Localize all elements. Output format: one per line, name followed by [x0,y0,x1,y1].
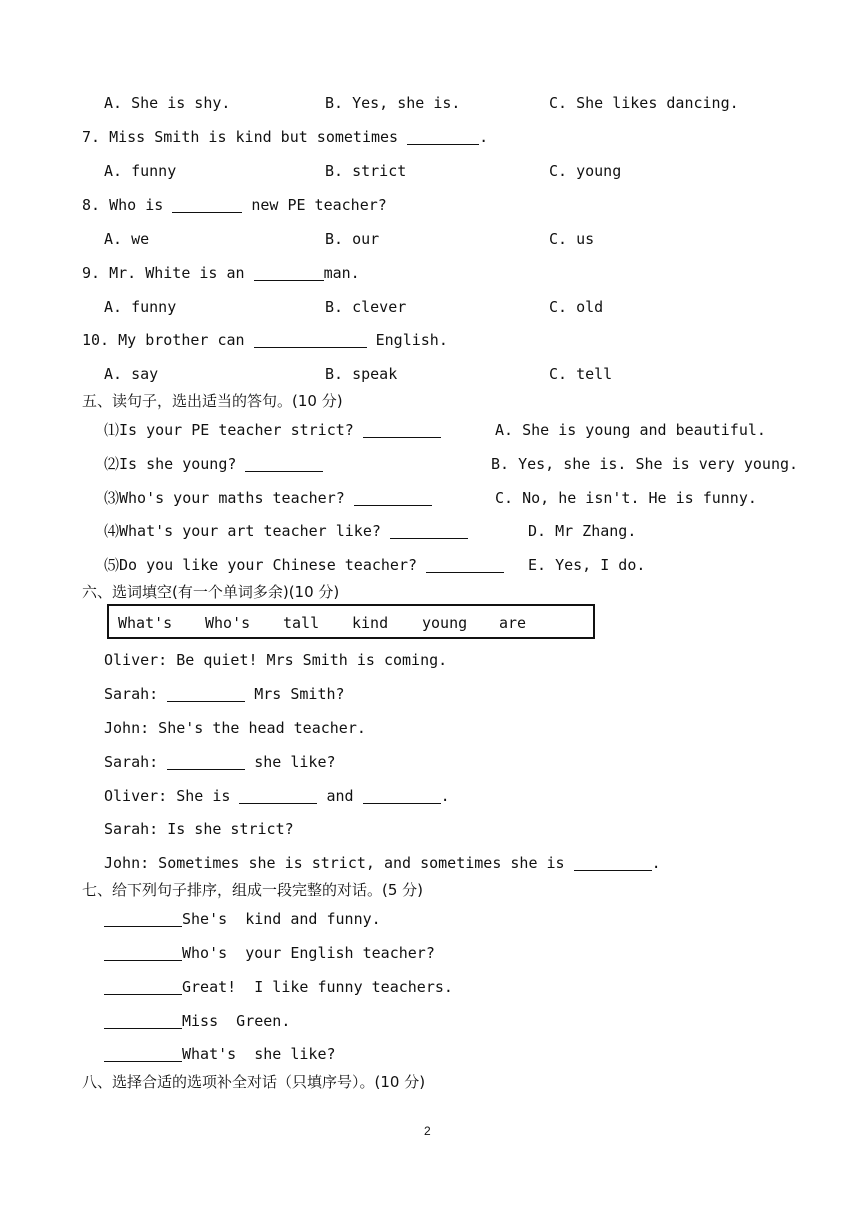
q6-option-c: C. She likes dancing. [549,94,739,112]
s7-item-5 [104,1044,336,1064]
page-number: 2 [424,1124,431,1138]
q10-option-b: B. speak [325,365,398,383]
question-7 [82,127,488,147]
s5-question-1 [104,420,441,440]
d5-text-mid: and [317,787,363,805]
question-10 [82,330,448,350]
dialogue-line-2 [104,684,345,704]
s5-q3-blank[interactable] [354,490,432,506]
q8-option-c: C. us [549,230,595,248]
s7-item-3 [104,977,453,997]
q7-option-b: B. strict [325,162,407,180]
q8-option-a: A. we [104,230,150,248]
dialogue-line-1: Oliver: Be quiet! Mrs Smith is coming. [104,651,448,669]
s5-answer-c: C. No, he isn't. He is funny. [495,489,757,507]
d5-blank-1[interactable] [239,788,317,804]
q8-text-end: new PE teacher? [242,196,387,214]
s7-blank-2[interactable] [104,945,182,961]
q10-option-c: C. tell [549,365,613,383]
q9-text: 9. Mr. White is an [82,264,254,282]
s5-q5-blank[interactable] [426,557,504,573]
q10-text: 10. My brother can [82,331,254,349]
s7-blank-3[interactable] [104,979,182,995]
q9-option-a: A. funny [104,298,177,316]
word-bank-box [107,604,595,639]
q9-option-b: B. clever [325,298,407,316]
s5-answer-e: E. Yes, I do. [528,556,646,574]
word-bank-item: Who's [205,614,251,632]
s5-question-4 [104,521,468,541]
q10-blank[interactable] [254,332,367,348]
s5-q2-text: ⑵Is she young? [104,455,237,473]
word-bank-item: young [422,614,468,632]
q10-text-end: English. [366,331,448,349]
word-bank-item: tall [283,614,320,632]
q8-option-b: B. our [325,230,380,248]
dialogue-line-3: John: She's the head teacher. [104,719,366,737]
d7-blank[interactable] [574,855,652,871]
q9-option-c: C. old [549,298,604,316]
q10-option-a: A. say [104,365,159,383]
s5-q1-blank[interactable] [363,422,441,438]
section-8-title: 八、选择合适的选项补全对话（只填序号）。(10 分) [82,1073,426,1091]
d2-speaker: Sarah: [104,685,168,703]
d5-blank-2[interactable] [363,788,441,804]
q7-option-c: C. young [549,162,622,180]
question-9 [82,263,360,283]
word-bank-item: are [499,614,527,632]
q8-text: 8. Who is [82,196,173,214]
s5-question-5 [104,555,504,575]
s7-item-4 [104,1011,290,1031]
d4-blank[interactable] [167,754,245,770]
dialogue-line-7 [104,853,661,873]
d2-blank[interactable] [167,686,245,702]
s5-q1-text: ⑴Is your PE teacher strict? [104,421,354,439]
s5-question-2 [104,454,323,474]
s7-text-1: She's kind and funny. [182,910,381,928]
section-7-title: 七、给下列句子排序，组成一段完整的对话。(5 分) [82,881,424,899]
d5-text-end: . [440,787,450,805]
s7-blank-5[interactable] [104,1046,182,1062]
d5-text: Oliver: She is [104,787,240,805]
question-8 [82,195,387,215]
s5-q4-blank[interactable] [390,523,468,539]
d7-text-end: . [651,854,661,872]
q9-blank[interactable] [254,265,324,281]
s7-text-3: Great! I like funny teachers. [182,978,453,996]
s5-answer-b: B. Yes, she is. She is very young. [491,455,799,473]
s7-text-2: Who's your English teacher? [182,944,435,962]
dialogue-line-5 [104,786,450,806]
s5-answer-a: A. She is young and beautiful. [495,421,766,439]
section-6-title: 六、选词填空(有一个单词多余)(10 分) [82,583,340,601]
q6-option-a: A. She is shy. [104,94,231,112]
s5-answer-d: D. Mr Zhang. [528,522,637,540]
q6-option-b: B. Yes, she is. [325,94,461,112]
s7-text-5: What's she like? [182,1045,336,1063]
s7-item-2 [104,943,435,963]
s7-blank-4[interactable] [104,1013,182,1029]
q7-blank[interactable] [407,129,479,145]
s7-blank-1[interactable] [104,911,182,927]
q7-option-a: A. funny [104,162,177,180]
q7-text-end: . [479,128,489,146]
s7-text-4: Miss Green. [182,1012,291,1030]
q7-text: 7. Miss Smith is kind but sometimes [82,128,408,146]
s5-q2-blank[interactable] [245,456,323,472]
word-bank-item: What's [118,614,173,632]
d2-text: Mrs Smith? [245,685,345,703]
s7-item-1 [104,909,381,929]
s5-q5-text: ⑸Do you like your Chinese teacher? [104,556,418,574]
dialogue-line-4 [104,752,336,772]
dialogue-line-6: Sarah: Is she strict? [104,820,294,838]
d4-text: she like? [245,753,336,771]
d4-speaker: Sarah: [104,753,168,771]
s5-q3-text: ⑶Who's your maths teacher? [104,489,345,507]
section-5-title: 五、读句子，选出适当的答句。(10 分) [82,392,343,410]
q8-blank[interactable] [172,197,242,213]
d7-text: John: Sometimes she is strict, and sometimes she is [104,854,574,872]
word-bank-item: kind [352,614,389,632]
q9-text-end: man. [323,264,360,282]
s5-question-3 [104,488,432,508]
s5-q4-text: ⑷What's your art teacher like? [104,522,381,540]
